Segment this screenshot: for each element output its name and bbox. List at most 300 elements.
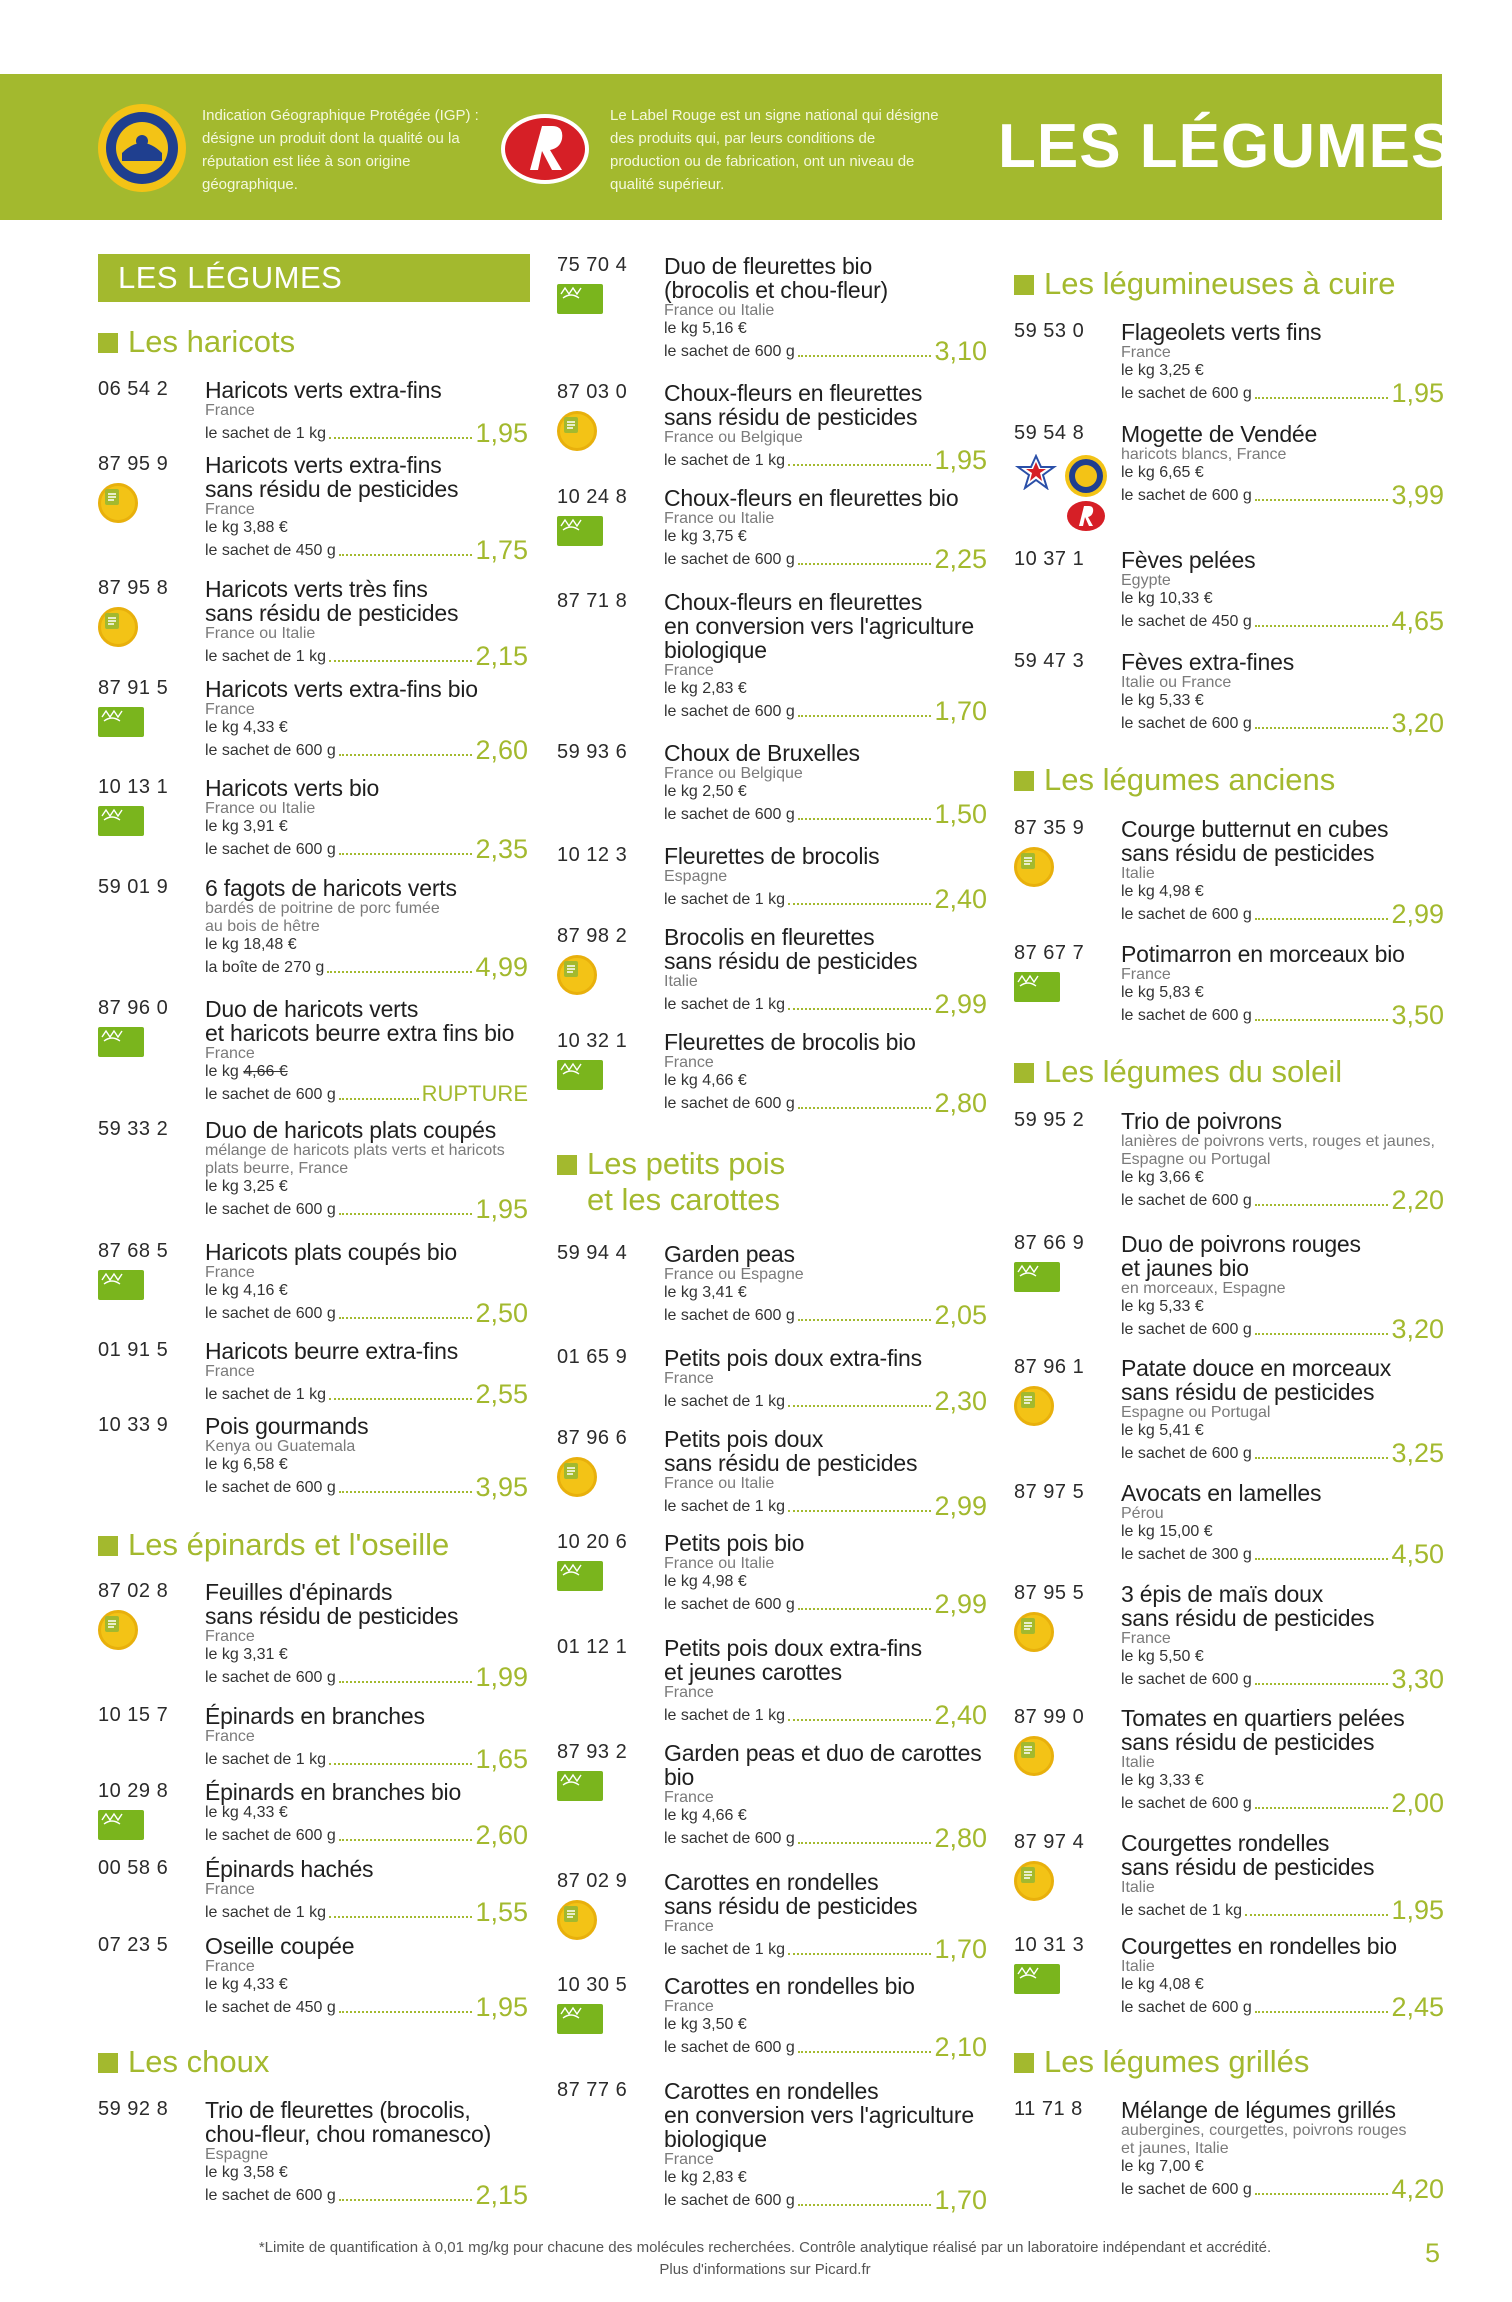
product-price: 4,65 xyxy=(1391,606,1444,636)
product-name: Trio de poivrons xyxy=(1121,1108,1282,1134)
product-origin: France xyxy=(1121,966,1171,983)
product-details xyxy=(205,2098,528,2208)
product-badges xyxy=(557,1457,627,1501)
organic-leaf-icon xyxy=(557,2004,603,2034)
price-per-kg: le kg 3,50 € xyxy=(664,2016,747,2033)
price-per-kg: le kg 6,65 € xyxy=(1121,464,1204,481)
package-label: le sachet de 1 kg xyxy=(664,891,785,908)
product-code: 59 54 8 xyxy=(1014,422,1085,444)
product-origin: France xyxy=(205,1264,255,1281)
product-name: Carottes en rondelles en conversion vers l'agriculture biologique xyxy=(664,2078,974,2152)
dot-leader xyxy=(1255,727,1389,729)
product-price: 1,70 xyxy=(934,1934,987,1964)
price-per-kg: le kg 5,16 € xyxy=(664,320,747,337)
product-price: 3,30 xyxy=(1391,1664,1444,1694)
product-details xyxy=(205,1857,528,1925)
price-line xyxy=(1121,1897,1444,1923)
product-price: 3,99 xyxy=(1391,480,1444,510)
dot-leader xyxy=(1255,625,1389,627)
price-line xyxy=(1121,482,1444,508)
product-price: 3,20 xyxy=(1391,708,1444,738)
product-origin: Italie xyxy=(1121,1879,1155,1896)
product-price: 1,95 xyxy=(475,418,528,448)
price-line xyxy=(664,991,987,1017)
product-details xyxy=(1121,422,1444,508)
organic-leaf-icon xyxy=(557,1060,603,1090)
product-code: 87 77 6 xyxy=(557,2079,628,2101)
product-details xyxy=(1121,650,1444,736)
product-code: 59 93 6 xyxy=(557,741,628,763)
product-badges xyxy=(557,284,627,318)
dot-leader xyxy=(1255,397,1389,399)
price-line xyxy=(205,1994,528,2020)
product-details xyxy=(205,1934,528,2020)
dot-leader xyxy=(1255,2011,1389,2013)
product-origin: bardés de poitrine de porc fumée au bois de hêtre xyxy=(205,900,440,935)
package-label: le sachet de 300 g xyxy=(1121,1546,1252,1563)
package-label: le sachet de 600 g xyxy=(664,1095,795,1112)
product-origin: mélange de haricots plats verts et haricots plats beurre, France xyxy=(205,1142,505,1177)
product-name: Haricots verts très fins sans résidu de pesticides xyxy=(205,576,459,626)
dot-leader xyxy=(1255,499,1389,501)
product-code: 87 96 0 xyxy=(98,997,169,1019)
price-line xyxy=(664,338,987,364)
product-origin: France xyxy=(205,501,255,518)
price-per-kg: le kg 3,91 € xyxy=(205,818,288,835)
page-title: LES LÉGUMES xyxy=(998,112,1454,181)
price-per-kg: le kg 4,33 € xyxy=(205,1976,288,1993)
price-per-kg-label: le kg xyxy=(205,1063,239,1080)
product-name: Duo de haricots plats coupés xyxy=(205,1117,497,1143)
dot-leader xyxy=(798,563,932,565)
price-line xyxy=(1121,380,1444,406)
product-details xyxy=(205,776,528,862)
product-name: Fleurettes de brocolis bio xyxy=(664,1029,916,1055)
product-price: 3,50 xyxy=(1391,1000,1444,1030)
section-heading-grilles: Les légumes grillés xyxy=(1014,2044,1309,2080)
pesticide-free-badge-icon xyxy=(557,1900,597,1940)
product-name: Épinards hachés xyxy=(205,1856,374,1882)
product-origin: France xyxy=(1121,344,1171,361)
price-per-kg: le kg 4,16 € xyxy=(205,1282,288,1299)
product-price: 1,95 xyxy=(1391,1895,1444,1925)
product-details xyxy=(664,925,987,1017)
price-line xyxy=(664,1702,987,1728)
price-line xyxy=(664,1388,987,1414)
product-price: 2,20 xyxy=(1391,1185,1444,1215)
product-badges xyxy=(98,607,168,651)
product-details xyxy=(205,1339,528,1407)
price-per-kg: le kg 4,98 € xyxy=(1121,883,1204,900)
organic-leaf-icon xyxy=(557,1771,603,1801)
product-origin: France xyxy=(205,1958,255,1975)
product-code: 87 97 5 xyxy=(1014,1481,1085,1503)
product-price: 4,99 xyxy=(475,952,528,982)
product-price: 2,15 xyxy=(475,641,528,671)
product-details xyxy=(205,1414,528,1500)
footnote: *Limite de quantification à 0,01 mg/kg pour chacune des molécules recherchées. Contrôle analytique réalisé par un laboratoire indépendant et accrédité. Plus d'informations sur Picard.fr xyxy=(258,2239,1272,2278)
dot-leader xyxy=(798,2204,932,2206)
product-code: 87 35 9 xyxy=(1014,817,1085,839)
product-name: Petits pois doux sans résidu de pesticides xyxy=(664,1426,918,1476)
dot-leader xyxy=(1255,1457,1389,1459)
dot-leader xyxy=(1255,1019,1389,1021)
price-per-kg: le kg 4,08 € xyxy=(1121,1976,1204,1993)
product-name: Haricots beurre extra-fins xyxy=(205,1338,458,1364)
product-origin: France xyxy=(664,1370,714,1387)
product-code: 87 95 5 xyxy=(1014,1582,1085,1604)
product-details xyxy=(664,2079,987,2213)
package-label: le sachet de 600 g xyxy=(205,742,336,759)
package-label: la boîte de 270 g xyxy=(205,959,325,976)
product-price: 2,99 xyxy=(1391,899,1444,929)
dot-leader xyxy=(1255,1807,1389,1809)
product-price: 2,15 xyxy=(475,2180,528,2210)
price-per-kg: le kg 6,58 € xyxy=(205,1456,288,1473)
pesticide-free-badge-icon xyxy=(1014,1386,1054,1426)
package-label: le sachet de 600 g xyxy=(205,1669,336,1686)
dot-leader xyxy=(798,1107,932,1109)
product-name: Duo de fleurettes bio (brocolis et chou-fleur) xyxy=(664,253,889,303)
package-label: le sachet de 450 g xyxy=(205,1999,336,2016)
dot-leader xyxy=(798,1608,932,1610)
price-line xyxy=(205,2182,528,2208)
organic-leaf-icon xyxy=(98,1027,144,1057)
package-label: le sachet de 600 g xyxy=(664,1830,795,1847)
product-details xyxy=(664,254,987,364)
product-code: 59 53 0 xyxy=(1014,320,1085,342)
product-origin: France xyxy=(664,1918,714,1935)
product-name: Fèves extra-fines xyxy=(1121,649,1294,675)
label-rouge-logo-icon xyxy=(500,112,590,186)
product-name: Trio de fleurettes (brocolis, chou-fleur, chou romanesco) xyxy=(205,2097,492,2147)
product-details xyxy=(205,577,528,669)
product-details xyxy=(664,1242,987,1328)
dot-leader xyxy=(798,818,932,820)
price-line xyxy=(664,2187,987,2213)
product-price: 2,50 xyxy=(475,1298,528,1328)
package-label: le sachet de 600 g xyxy=(1121,1445,1252,1462)
product-price: RUPTURE xyxy=(421,1081,528,1106)
product-origin: France xyxy=(1121,1630,1171,1647)
product-details xyxy=(205,997,528,1107)
product-name: Duo de haricots verts et haricots beurre extra fins bio xyxy=(205,996,515,1046)
product-name: Petits pois bio xyxy=(664,1530,805,1556)
product-price: 2,80 xyxy=(934,1823,987,1853)
product-price: 2,10 xyxy=(934,2032,987,2062)
product-details xyxy=(1121,548,1444,634)
product-origin: Pérou xyxy=(1121,1505,1164,1522)
product-name: Oseille coupée xyxy=(205,1933,355,1959)
product-details xyxy=(1121,1232,1444,1342)
product-code: 59 01 9 xyxy=(98,876,169,898)
product-name: Haricots plats coupés bio xyxy=(205,1239,457,1265)
product-origin: France ou Italie xyxy=(205,800,316,817)
product-price: 2,80 xyxy=(934,1088,987,1118)
struck-price-per-kg: 4,66 € xyxy=(243,1063,288,1080)
price-per-kg: le kg 3,25 € xyxy=(1121,362,1204,379)
dot-leader xyxy=(327,971,472,973)
organic-leaf-icon xyxy=(1014,1262,1060,1292)
package-label: le sachet de 600 g xyxy=(664,1307,795,1324)
price-per-kg: le kg 2,83 € xyxy=(664,2169,747,2186)
product-code: 87 95 9 xyxy=(98,453,169,475)
pesticide-free-badge-icon xyxy=(1014,1612,1054,1652)
price-line xyxy=(205,737,528,763)
section-heading-choux: Les choux xyxy=(98,2044,269,2080)
package-label: le sachet de 600 g xyxy=(664,343,795,360)
price-line xyxy=(205,1746,528,1772)
product-code: 87 98 2 xyxy=(557,925,628,947)
price-per-kg: le kg 10,33 € xyxy=(1121,590,1213,607)
product-price: 2,35 xyxy=(475,834,528,864)
price-line xyxy=(1121,2176,1444,2202)
product-code: 87 96 1 xyxy=(1014,1356,1085,1378)
organic-leaf-icon xyxy=(98,806,144,836)
product-name: Garden peas xyxy=(664,1241,795,1267)
product-name: Choux-fleurs en fleurettes en conversion vers l'agriculture biologique xyxy=(664,589,974,663)
package-label: le sachet de 600 g xyxy=(664,703,795,720)
price-per-kg: le kg 5,33 € xyxy=(1121,692,1204,709)
package-label: le sachet de 600 g xyxy=(205,2187,336,2204)
product-price: 1,95 xyxy=(475,1992,528,2022)
product-price: 1,95 xyxy=(934,445,987,475)
section-heading-epinards: Les épinards et l'oseille xyxy=(98,1527,449,1563)
product-name: Petits pois doux extra-fins et jeunes carottes xyxy=(664,1635,922,1685)
price-line xyxy=(205,420,528,446)
product-badges xyxy=(557,1900,627,1944)
product-price: 1,95 xyxy=(1391,378,1444,408)
section-heading-anciens: Les légumes anciens xyxy=(1014,762,1335,798)
organic-leaf-icon xyxy=(557,516,603,546)
price-line xyxy=(664,1591,987,1617)
price-line xyxy=(664,886,987,912)
package-label: le sachet de 600 g xyxy=(1121,1007,1252,1024)
product-code: 10 30 5 xyxy=(557,1974,628,1996)
price-line xyxy=(205,1664,528,1690)
star-label-icon xyxy=(1014,454,1058,490)
product-origin: France xyxy=(664,662,714,679)
package-label: le sachet de 600 g xyxy=(205,1479,336,1496)
pesticide-free-badge-icon xyxy=(1014,1861,1054,1901)
dot-leader xyxy=(798,1319,932,1321)
price-per-kg: le kg 18,48 € xyxy=(205,936,297,953)
product-details xyxy=(664,486,987,572)
price-per-kg: le kg 4,33 € xyxy=(205,719,288,736)
package-label: le sachet de 1 kg xyxy=(205,1751,326,1768)
price-per-kg: le kg 3,41 € xyxy=(664,1284,747,1301)
package-label: le sachet de 1 kg xyxy=(664,1498,785,1515)
package-label: le sachet de 600 g xyxy=(205,841,336,858)
package-label: le sachet de 600 g xyxy=(1121,1321,1252,1338)
product-badges xyxy=(557,411,627,455)
dot-leader xyxy=(329,660,472,662)
price-line xyxy=(1121,901,1444,927)
product-price: 2,99 xyxy=(934,989,987,1019)
dot-leader xyxy=(788,464,931,466)
product-badges xyxy=(98,1810,168,1844)
package-label: le sachet de 1 kg xyxy=(664,452,785,469)
price-line xyxy=(1121,1187,1444,1213)
product-details xyxy=(1121,817,1444,927)
price-per-kg: le kg 7,00 € xyxy=(1121,2158,1204,2175)
product-price: 4,50 xyxy=(1391,1539,1444,1569)
product-name: Flageolets verts fins xyxy=(1121,319,1322,345)
product-details xyxy=(664,1741,987,1851)
product-origin: Espagne xyxy=(664,868,728,885)
organic-leaf-icon xyxy=(557,284,603,314)
product-code: 10 29 8 xyxy=(98,1780,169,1802)
igp-description: Indication Géographique Protégée (IGP) : désigne un produit dont la qualité ou la réputation est liée à son origine géographique. xyxy=(202,107,479,193)
product-origin: France ou Belgique xyxy=(664,429,803,446)
product-origin: France xyxy=(205,1728,255,1745)
package-label: le sachet de 600 g xyxy=(1121,906,1252,923)
package-label: le sachet de 600 g xyxy=(1121,715,1252,732)
price-line xyxy=(664,546,987,572)
product-origin: Italie xyxy=(1121,1754,1155,1771)
product-details xyxy=(205,677,528,763)
label-rouge-icon xyxy=(1066,500,1106,532)
price-line xyxy=(205,1196,528,1222)
product-origin: France ou Belgique xyxy=(664,765,803,782)
product-name: Brocolis en fleurettes sans résidu de pesticides xyxy=(664,924,918,974)
price-per-kg: le kg 4,66 € xyxy=(664,1072,747,1089)
package-label: le sachet de 600 g xyxy=(1121,487,1252,504)
product-details xyxy=(1121,1582,1444,1692)
product-code: 59 95 2 xyxy=(1014,1109,1085,1131)
product-origin: France xyxy=(205,1045,255,1062)
price-per-kg: le kg 15,00 € xyxy=(1121,1523,1213,1540)
product-price: 4,20 xyxy=(1391,2174,1444,2204)
product-name: Garden peas et duo de carottes bio xyxy=(664,1740,982,1790)
product-origin: France ou Italie xyxy=(664,1555,775,1572)
product-badges xyxy=(98,1270,168,1304)
price-line xyxy=(1121,1440,1444,1466)
price-line xyxy=(205,1474,528,1500)
price-line xyxy=(205,954,528,980)
price-line xyxy=(664,1302,987,1328)
pesticide-free-badge-icon xyxy=(98,483,138,523)
product-badges xyxy=(557,1561,627,1595)
dot-leader xyxy=(339,1098,419,1100)
dot-leader xyxy=(1255,1204,1389,1206)
dot-leader xyxy=(1255,2193,1389,2195)
package-label: le sachet de 600 g xyxy=(664,551,795,568)
dot-leader xyxy=(1255,918,1389,920)
dot-leader xyxy=(329,1916,472,1918)
product-details xyxy=(205,876,528,980)
product-origin: France ou Italie xyxy=(205,625,316,642)
pesticide-free-badge-icon xyxy=(1014,1736,1054,1776)
price-line xyxy=(664,2034,987,2060)
organic-leaf-icon xyxy=(1014,1964,1060,1994)
product-price: 2,40 xyxy=(934,884,987,914)
product-name: Courgettes en rondelles bio xyxy=(1121,1933,1397,1959)
dot-leader xyxy=(1255,1333,1389,1335)
product-price: 2,60 xyxy=(475,1820,528,1850)
price-per-kg: le kg 3,31 € xyxy=(205,1646,288,1663)
product-code: 01 91 5 xyxy=(98,1339,169,1361)
product-origin: Espagne ou Portugal xyxy=(1121,1404,1271,1421)
package-label: le sachet de 1 kg xyxy=(664,1393,785,1410)
product-code: 87 68 5 xyxy=(98,1240,169,1262)
organic-leaf-icon xyxy=(98,1810,144,1840)
product-code: 10 15 7 xyxy=(98,1704,169,1726)
product-details xyxy=(1121,1706,1444,1816)
product-code: 59 47 3 xyxy=(1014,650,1085,672)
product-code: 87 67 7 xyxy=(1014,942,1085,964)
dot-leader xyxy=(798,355,932,357)
product-name: Haricots verts extra-fins sans résidu de pesticides xyxy=(205,452,459,502)
product-code: 87 99 0 xyxy=(1014,1706,1085,1728)
product-code: 87 95 8 xyxy=(98,577,169,599)
product-badges xyxy=(98,483,168,527)
product-name: Patate douce en morceaux sans résidu de pesticides xyxy=(1121,1355,1392,1405)
organic-leaf-icon xyxy=(557,1561,603,1591)
product-code: 87 03 0 xyxy=(557,381,628,403)
price-line xyxy=(1121,1541,1444,1567)
product-details xyxy=(664,590,987,724)
product-badges xyxy=(557,516,627,550)
dot-leader xyxy=(339,2011,473,2013)
package-label: le sachet de 600 g xyxy=(205,1305,336,1322)
product-name: Tomates en quartiers pelées sans résidu de pesticides xyxy=(1121,1705,1405,1755)
product-code: 00 58 6 xyxy=(98,1857,169,1879)
page-number: 5 xyxy=(1425,2238,1441,2268)
price-per-kg: le kg 2,50 € xyxy=(664,783,747,800)
package-label: le sachet de 450 g xyxy=(1121,613,1252,630)
dot-leader xyxy=(339,853,473,855)
package-label: le sachet de 1 kg xyxy=(205,1904,326,1921)
product-code: 10 12 3 xyxy=(557,844,628,866)
price-line xyxy=(1121,1316,1444,1342)
product-details xyxy=(1121,942,1444,1028)
package-label: le sachet de 1 kg xyxy=(664,996,785,1013)
product-origin: France ou Italie xyxy=(664,302,775,319)
product-code: 59 33 2 xyxy=(98,1118,169,1140)
product-badges xyxy=(1014,1262,1084,1296)
package-label: le sachet de 600 g xyxy=(1121,1795,1252,1812)
product-name: Mélange de légumes grillés xyxy=(1121,2097,1396,2123)
price-line xyxy=(1121,1790,1444,1816)
product-price: 2,00 xyxy=(1391,1788,1444,1818)
product-origin: haricots blancs, France xyxy=(1121,446,1287,463)
product-origin: aubergines, courgettes, poivrons rouges et jaunes, Italie xyxy=(1121,2122,1407,2157)
dot-leader xyxy=(1245,1914,1388,1916)
package-label: le sachet de 600 g xyxy=(664,2039,795,2056)
price-line xyxy=(1121,1002,1444,1028)
product-origin: Italie xyxy=(1121,1958,1155,1975)
dot-leader xyxy=(329,1763,472,1765)
product-details xyxy=(205,1780,528,1848)
product-code: 10 32 1 xyxy=(557,1030,628,1052)
price-per-kg: le kg 5,41 € xyxy=(1121,1422,1204,1439)
product-badges xyxy=(1014,1964,1084,1998)
product-origin: Espagne xyxy=(205,2146,269,2163)
product-price: 2,30 xyxy=(934,1386,987,1416)
package-label: le sachet de 1 kg xyxy=(1121,1902,1242,1919)
package-label: le sachet de 600 g xyxy=(1121,2181,1252,2198)
product-origin: lanières de poivrons verts, rouges et jaunes, Espagne ou Portugal xyxy=(1121,1133,1435,1168)
product-price: 2,05 xyxy=(934,1300,987,1330)
product-badges xyxy=(1014,1386,1084,1430)
product-origin: France xyxy=(205,1881,255,1898)
dot-leader xyxy=(339,1491,473,1493)
price-line xyxy=(1121,1994,1444,2020)
dot-leader xyxy=(788,1953,931,1955)
product-details xyxy=(664,1974,987,2060)
package-label: le sachet de 600 g xyxy=(1121,1192,1252,1209)
